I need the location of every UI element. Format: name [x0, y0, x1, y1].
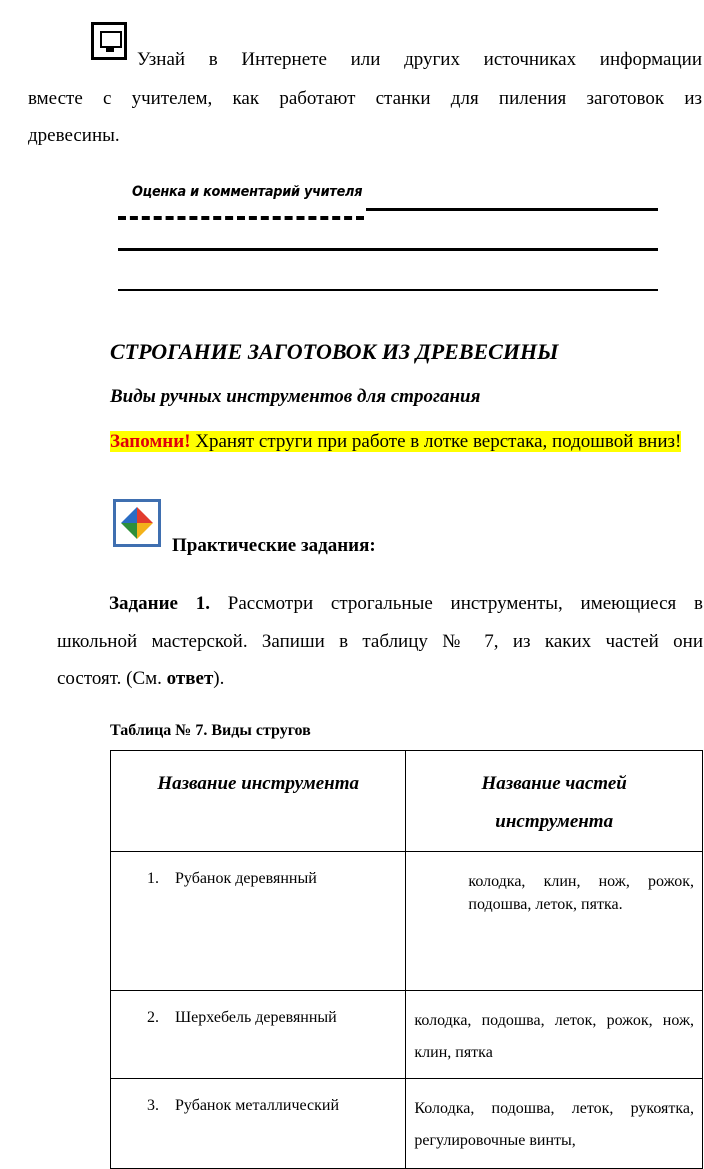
remember-note [58, 428, 704, 455]
remember-text: Хранят струги при работе в лотке верстака, подошвой вниз! [190, 431, 682, 452]
teacher-comment-label: Оценка и комментарий учителя [132, 184, 363, 200]
tool-name-cell: 3. Рубанок металлический [111, 1079, 406, 1169]
tools-table [110, 750, 703, 1169]
task1-line-2: школьной мастерской. Запиши в таблицу № 7, из каких частей они [57, 631, 703, 652]
monitor-icon [91, 22, 127, 60]
practice-icon [113, 499, 161, 547]
table-row [111, 1079, 703, 1169]
tool-parts-cell: колодка, клин, нож, рожок, подошва, леток, пятка. [406, 852, 703, 991]
comment-line-1 [366, 208, 658, 211]
remember-label: Запомни! [110, 431, 191, 452]
answer-link[interactable]: ответ [166, 668, 214, 689]
table-row [111, 991, 703, 1079]
header-tool-parts: Название частей инструмента [406, 751, 703, 852]
tool-parts-cell: Колодка, подошва, леток, рукоятка, регулировочные винты, [406, 1079, 703, 1169]
header-tool-name: Название инструмента [111, 751, 406, 852]
comment-line-3 [118, 289, 658, 291]
task1-label: Задание 1. [109, 593, 210, 614]
task1-line-3: состоят. (См. ответ). [57, 668, 225, 689]
section-subheading: Виды ручных инструментов для строгания [110, 386, 481, 407]
tool-name-cell: 1. Рубанок деревянный [111, 852, 406, 991]
table-row [111, 852, 703, 991]
dashed-divider [118, 216, 364, 220]
section-heading: СТРОГАНИЕ ЗАГОТОВОК ИЗ ДРЕВЕСИНЫ [110, 339, 559, 364]
practice-title: Практические задания: [172, 535, 376, 556]
intro-line-2: вместе с учителем, как работают станки для пиления заготовок из [28, 88, 702, 109]
table-caption: Таблица № 7. Виды стругов [110, 722, 311, 739]
tool-name-cell: 2. Шерхебель деревянный [111, 991, 406, 1079]
tool-parts-cell: колодка, подошва, леток, рожок, нож, клин, пятка [406, 991, 703, 1079]
intro-line-3: древесины. [28, 125, 120, 146]
task1-line-1: Задание 1. Рассмотри строгальные инструменты, имеющиеся в [109, 593, 703, 614]
intro-line-1: Узнай в Интернете или других источниках информации [137, 49, 702, 70]
comment-line-2 [118, 248, 658, 251]
table-header-row [111, 751, 703, 852]
